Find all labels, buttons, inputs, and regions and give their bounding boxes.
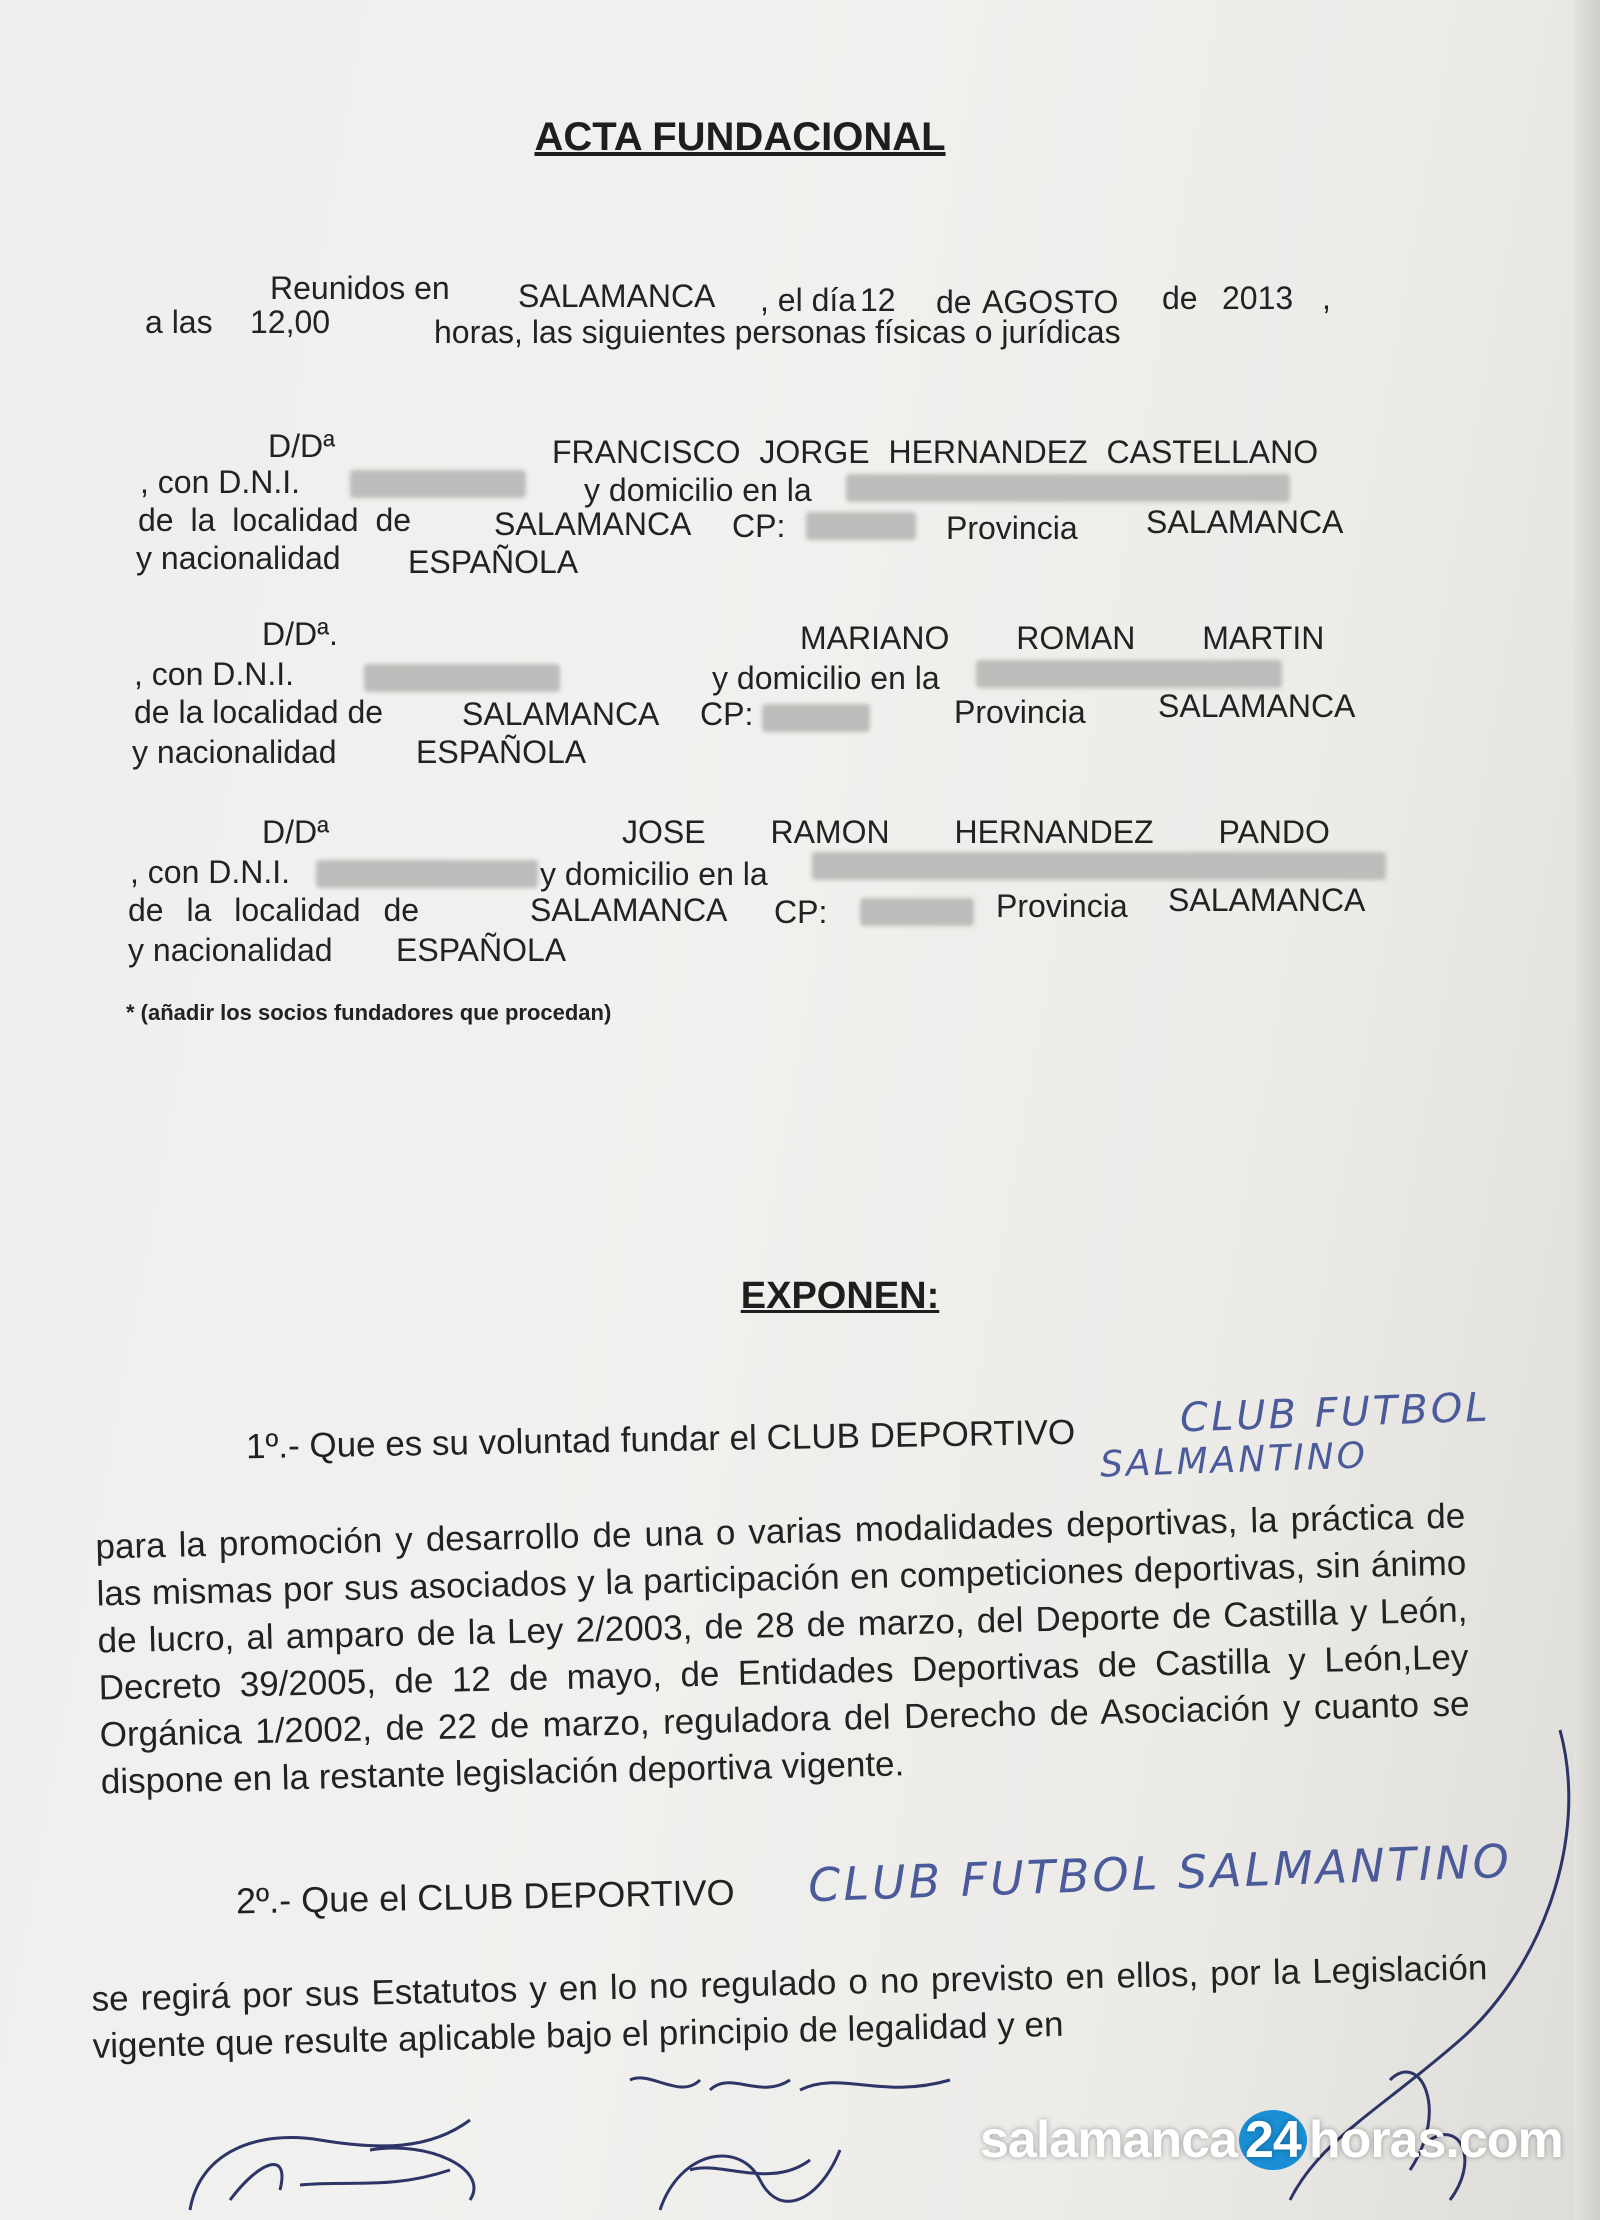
intro-comma: ,: [1322, 280, 1331, 316]
intro-time: 12,00: [250, 304, 331, 340]
document-title: ACTA FUNDACIONAL: [534, 115, 946, 159]
person1-name: FRANCISCO JORGE HERNANDEZ CASTELLANO: [552, 434, 1319, 470]
person3-provincia-label: Provincia: [996, 888, 1128, 924]
person1-domicilio-label: y domicilio en la: [584, 472, 812, 508]
intro-horas: horas, las siguientes personas físicas o jurídicas: [434, 314, 1121, 350]
point1-body: para la promoción y desarrollo de una o varias modalidades deportivas, la práctica de las mismas por sus asociados y la participación en competiciones deportivas, sin ánimo de lucro, al amparo de la Ley 2/2003, de 28 de marzo, del Deporte de Castilla y León, Decreto 39/2005, de 12 de mayo, de Entidades Deportivas de Castilla y León,Ley Orgánica 1/2002, de 22 de marzo, reguladora del Derecho de Asociación y cuanto se dispone en la restante legislación deportiva vigente.: [95, 1496, 1470, 1802]
person3-province: SALAMANCA: [1168, 882, 1366, 918]
person2-name: MARIANO ROMAN MARTIN: [800, 620, 1325, 656]
section-title-exponen: EXPONEN:: [740, 1275, 940, 1317]
person2-localidad-label: de la localidad de: [134, 694, 384, 730]
person2-dni-label: , con D.N.I.: [134, 656, 295, 692]
person3-cp-label: CP:: [774, 894, 828, 930]
person1-city: SALAMANCA: [494, 506, 692, 542]
person3-localidad-label: de la localidad de: [128, 892, 420, 928]
watermark-before: salamanca: [980, 2111, 1237, 2169]
person2-province: SALAMANCA: [1158, 688, 1356, 724]
intro-a-las: a las: [145, 304, 213, 340]
person2-city: SALAMANCA: [462, 696, 660, 732]
person2-nationality: ESPAÑOLA: [416, 734, 587, 770]
point1-handwritten-line2: SALMANTINO: [1099, 1435, 1369, 1486]
person1-nacionalidad-label: y nacionalidad: [136, 540, 341, 576]
point1-lead: 1º.- Que es su voluntad fundar el CLUB DEPORTIVO: [245, 1412, 1076, 1467]
point2-body: se regirá por sus Estatutos y en lo no regulado o no previsto en ellos, por la Legislación vigente que resulte aplicable bajo el principio de legalidad y en: [91, 1948, 1488, 2066]
person3-prefix: D/Dª: [262, 814, 329, 850]
person3-name: JOSE RAMON HERNANDEZ PANDO: [622, 814, 1330, 850]
person1-province: SALAMANCA: [1146, 504, 1344, 540]
intro-month: AGOSTO: [982, 284, 1119, 320]
watermark-after: horas.com: [1308, 2111, 1563, 2169]
intro-el-dia: , el día: [760, 282, 857, 318]
person3-address-redacted: [812, 852, 1386, 880]
person1-provincia-label: Provincia: [946, 510, 1078, 546]
person1-prefix: D/Dª: [268, 428, 335, 464]
person3-cp-redacted: [860, 898, 974, 926]
founders-note: * (añadir los socios fundadores que procedan): [126, 1000, 612, 1025]
person1-address-redacted: [846, 474, 1290, 502]
person3-city: SALAMANCA: [530, 892, 728, 928]
intro-reunidos: Reunidos en: [270, 270, 450, 306]
point2-handwritten: CLUB FUTBOL SALMANTINO: [807, 1833, 1513, 1913]
person3-nationality: ESPAÑOLA: [396, 932, 567, 968]
person2-dni-redacted: [364, 664, 560, 692]
intro-year: 2013: [1222, 280, 1294, 316]
person2-prefix: D/Dª.: [262, 616, 338, 652]
intro-day: 12: [860, 282, 896, 318]
intro-de2: de: [1162, 280, 1198, 316]
person1-cp-label: CP:: [732, 508, 786, 544]
person1-dni-label: , con D.N.I.: [140, 464, 301, 500]
person1-cp-redacted: [806, 512, 916, 540]
person2-cp-redacted: [762, 704, 870, 732]
signature-1: [170, 2090, 510, 2220]
person2-provincia-label: Provincia: [954, 694, 1086, 730]
person2-nacionalidad-label: y nacionalidad: [132, 734, 337, 770]
intro-city: SALAMANCA: [518, 278, 716, 314]
point2-lead: 2º.- Que el CLUB DEPORTIVO: [235, 1871, 735, 1922]
point1-handwritten-line1: CLUB FUTBOL: [1179, 1384, 1492, 1442]
person3-dni-label: , con D.N.I.: [130, 854, 291, 890]
site-watermark: [980, 2110, 1563, 2170]
watermark-number: 24: [1239, 2110, 1307, 2170]
person2-cp-label: CP:: [700, 696, 754, 732]
person1-dni-redacted: [350, 470, 526, 498]
person3-domicilio-label: y domicilio en la: [540, 856, 768, 892]
person3-nacionalidad-label: y nacionalidad: [128, 932, 333, 968]
intro-de: de: [936, 284, 972, 320]
person1-localidad-label: de la localidad de: [138, 502, 412, 538]
person2-address-redacted: [976, 660, 1282, 688]
person1-nationality: ESPAÑOLA: [408, 544, 579, 580]
signature-2: [620, 2060, 960, 2220]
person2-domicilio-label: y domicilio en la: [712, 660, 940, 696]
person3-dni-redacted: [316, 860, 538, 888]
